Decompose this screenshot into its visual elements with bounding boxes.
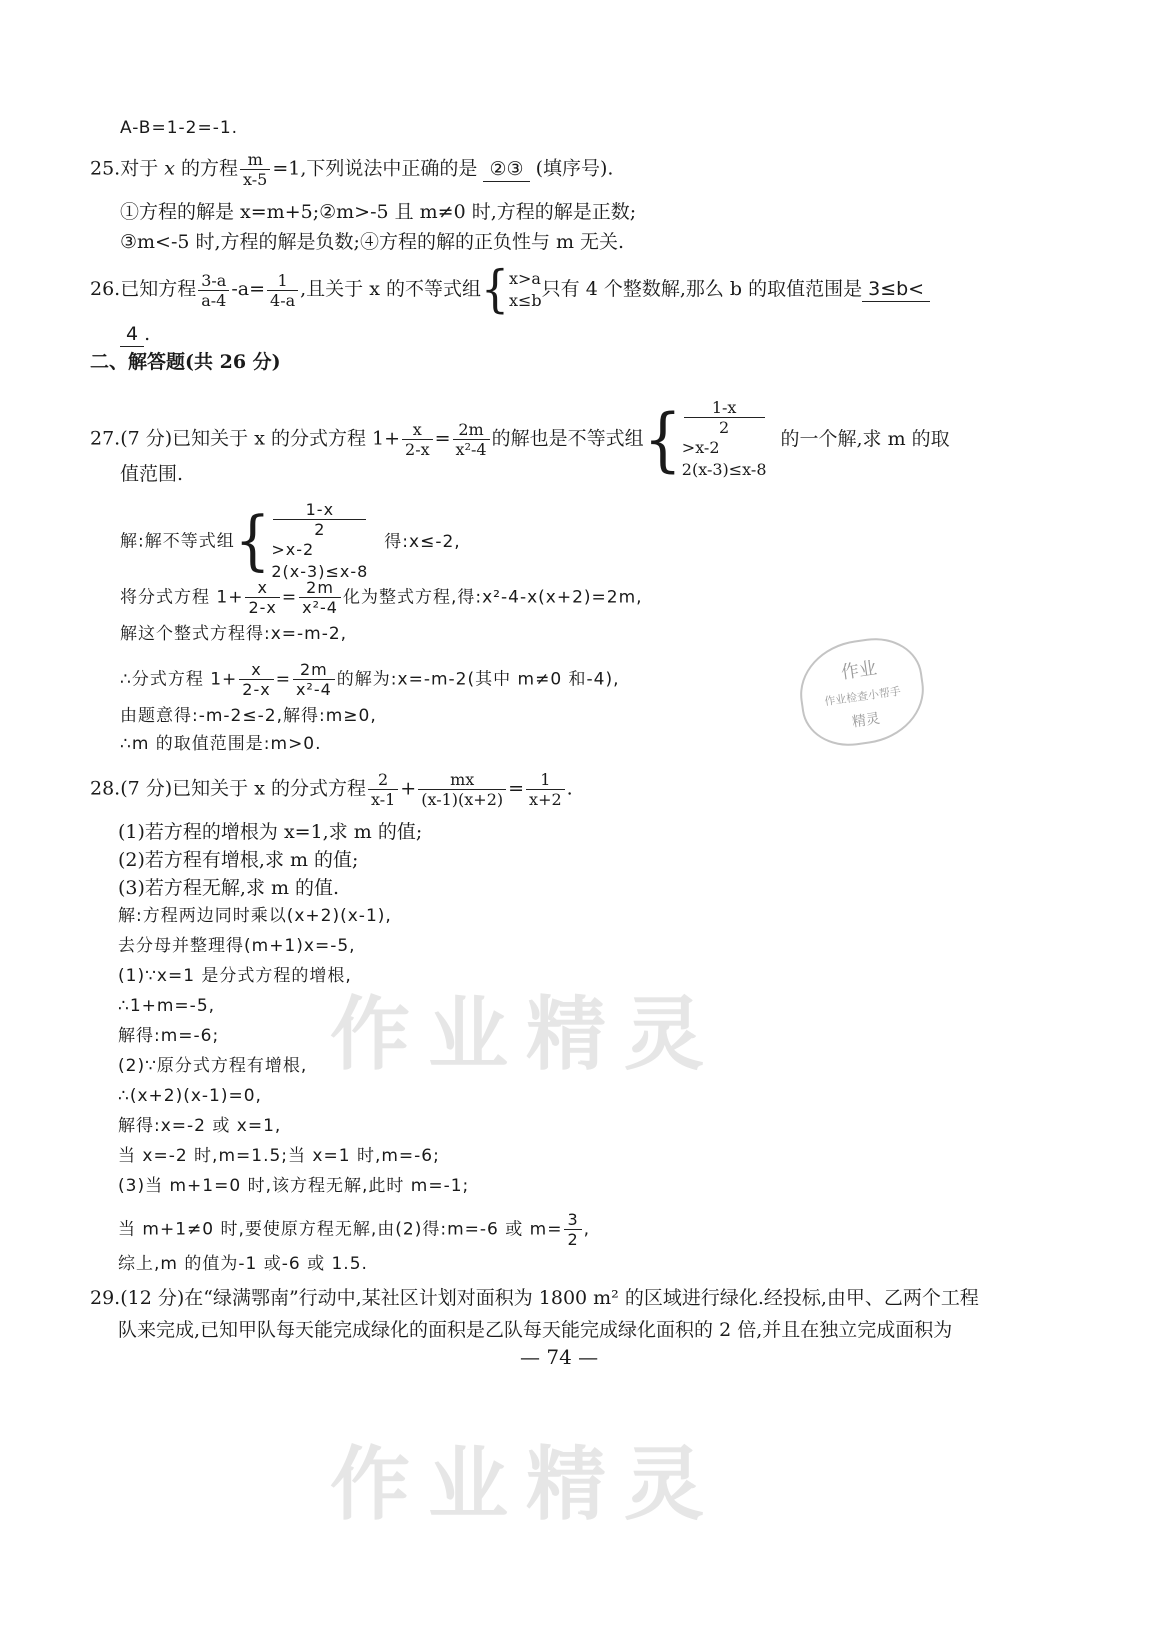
- text: ∴分式方程 1+: [120, 669, 238, 690]
- text: =: [281, 587, 298, 608]
- fraction: [245, 578, 279, 617]
- numerator: 3: [564, 1210, 581, 1230]
- answer-blank: ②③: [483, 157, 529, 182]
- fraction: [402, 420, 433, 459]
- question-29-line-1: 29.(12 分)在“绿满鄂南”行动中,某社区计划对面积为 1800 m² 的区域进行绿化.经投标,由甲、乙两个工程: [90, 1287, 979, 1309]
- text: 的解也是不等式组: [491, 427, 644, 450]
- text: 28.(7 分)已知关于 x 的分式方程: [90, 777, 366, 800]
- q26-answer-cont: 4 .: [120, 322, 150, 347]
- question-26: [90, 260, 930, 319]
- denominator: x²-4: [302, 598, 338, 617]
- fraction: [453, 420, 490, 459]
- text: >x-2: [271, 540, 315, 559]
- text: 26.已知方程: [90, 278, 197, 300]
- numerator: 2: [368, 770, 398, 790]
- question-27: [90, 398, 950, 481]
- answer-blank: 4: [120, 322, 144, 347]
- text: 的解为:x=-m-2(其中 m≠0 和-4),: [336, 669, 620, 690]
- text: 25.对于: [90, 157, 165, 180]
- fraction: [239, 660, 273, 699]
- q28-solution-10: (3)当 m+1=0 时,该方程无解,此时 m=-1;: [118, 1176, 470, 1196]
- q28-solution-8: 解得:x=-2 或 x=1,: [118, 1116, 282, 1136]
- numerator: mx: [418, 770, 506, 790]
- denominator: (x-1)(x+2): [421, 790, 504, 809]
- text: 化为整式方程,得:x²-4-x(x+2)=2m,: [342, 587, 643, 608]
- brace: {: [480, 260, 509, 319]
- text: ,且关于 x 的不等式组: [300, 278, 481, 300]
- inequality: x≤b: [508, 291, 542, 310]
- answer-blank: 3≤b<: [862, 277, 930, 302]
- stamp-text: 作业: [839, 657, 879, 684]
- denominator: 2-x: [405, 440, 430, 459]
- stamp-text: 精灵: [851, 710, 882, 731]
- fraction: [273, 500, 366, 539]
- numerator: 3-a: [198, 271, 229, 291]
- denominator: x-5: [243, 170, 268, 189]
- inequality: [682, 398, 767, 459]
- stamp-text: 作业检查小帮手: [823, 684, 902, 709]
- inequality: [271, 500, 368, 561]
- text: .: [566, 777, 573, 800]
- text: 将分式方程 1+: [120, 587, 244, 608]
- q28-solution-2: 去分母并整理得(m+1)x=-5,: [118, 936, 356, 956]
- inequality-system: [509, 268, 542, 312]
- text: 只有 4 个整数解,那么 b 的取值范围是: [541, 278, 863, 300]
- q28-solution-5: 解得:m=-6;: [118, 1026, 220, 1046]
- denominator: 2: [314, 520, 326, 539]
- line-prev-answer: A-B=1-2=-1.: [120, 118, 239, 138]
- fraction: [293, 660, 335, 699]
- inequality: x>a: [508, 269, 541, 288]
- denominator: x+2: [529, 790, 562, 809]
- numerator: x: [402, 420, 433, 440]
- q27-solution-1: [120, 500, 461, 583]
- brace: {: [643, 399, 682, 480]
- page-number: — 74 —: [520, 1345, 599, 1369]
- question-29-line-2: 队来完成,已知甲队每天能完成绿化的面积是乙队每天能完成绿化面积的 2 倍,并且在独立完成面积为: [118, 1319, 953, 1341]
- text: 27.(7 分)已知关于 x 的分式方程 1+: [90, 427, 401, 450]
- question-25: [90, 150, 613, 189]
- numerator: 2m: [453, 420, 490, 440]
- q28-solution-9: 当 x=-2 时,m=1.5;当 x=1 时,m=-6;: [118, 1146, 440, 1166]
- q28-solution-7: ∴(x+2)(x-1)=0,: [118, 1086, 262, 1106]
- fraction: [564, 1210, 581, 1249]
- text: -a=: [231, 278, 266, 300]
- denominator: 2-x: [248, 598, 277, 617]
- q28-part-1: (1)若方程的增根为 x=1,求 m 的值;: [118, 821, 423, 843]
- denominator: 2: [567, 1230, 579, 1249]
- q27-solution-4: [120, 660, 620, 699]
- q27-solution-2: [120, 578, 643, 617]
- numerator: x: [245, 578, 279, 598]
- denominator: a-4: [201, 290, 227, 310]
- fraction: [684, 398, 765, 437]
- inequality-system: [271, 500, 368, 583]
- text: 的一个解,求 m 的取: [780, 427, 950, 450]
- inequality-system: [682, 398, 767, 481]
- fraction: [267, 271, 298, 310]
- numerator: x: [239, 660, 273, 680]
- q28-solution-12: 综上,m 的值为-1 或-6 或 1.5.: [118, 1254, 368, 1274]
- q25-option-line-2: ③m<-5 时,方程的解是负数;④方程的解的正负性与 m 无关.: [120, 231, 625, 253]
- q28-solution-11: [118, 1210, 590, 1249]
- q28-part-2: (2)若方程有增根,求 m 的值;: [118, 849, 359, 871]
- numerator: 1: [267, 271, 298, 291]
- q27-line-2: 值范围.: [120, 463, 184, 485]
- text: ,: [583, 1219, 591, 1240]
- text: 解:解不等式组: [120, 531, 235, 552]
- denominator: 2: [719, 418, 730, 437]
- text: =: [275, 669, 291, 690]
- inequality: 2(x-3)≤x-8: [271, 562, 369, 581]
- q25-option-line-1: ①方程的解是 x=m+5;②m>-5 且 m≠0 时,方程的解是正数;: [120, 201, 637, 223]
- denominator: 2-x: [242, 680, 271, 699]
- denominator: x-1: [370, 790, 396, 809]
- fraction: [240, 150, 270, 189]
- text: (填序号).: [535, 157, 614, 180]
- fraction: [299, 578, 341, 617]
- q28-part-3: (3)若方程无解,求 m 的值.: [118, 877, 340, 899]
- text: +: [400, 777, 417, 800]
- q27-solution-5: 由题意得:-m-2≤-2,解得:m≥0,: [120, 706, 377, 726]
- numerator: m: [240, 150, 270, 170]
- q28-solution-1: 解:方程两边同时乘以(x+2)(x-1),: [118, 906, 392, 926]
- numerator: 1: [526, 770, 565, 790]
- numerator: 1-x: [273, 500, 366, 520]
- numerator: 1-x: [684, 398, 765, 418]
- fraction: [418, 770, 506, 809]
- fraction: [368, 770, 398, 809]
- watermark: 作业精灵: [330, 1438, 722, 1531]
- text: 得:x≤-2,: [384, 531, 461, 552]
- text: 当 m+1≠0 时,要使原方程无解,由(2)得:m=-6 或 m=: [118, 1219, 563, 1240]
- numerator: 2m: [293, 660, 335, 680]
- text: 的方程: [174, 157, 239, 180]
- text: =: [508, 777, 525, 800]
- watermark: 作业精灵: [330, 988, 722, 1081]
- stamp-logo: [793, 632, 930, 752]
- q27-solution-6: ∴m 的取值范围是:m>0.: [120, 734, 322, 754]
- text: =: [434, 427, 451, 450]
- q28-solution-4: ∴1+m=-5,: [118, 996, 216, 1016]
- q28-solution-6: (2)∵原分式方程有增根,: [118, 1056, 308, 1076]
- q28-solution-3: (1)∵x=1 是分式方程的增根,: [118, 966, 352, 986]
- fraction: [198, 271, 229, 310]
- denominator: x²-4: [295, 680, 332, 699]
- text: x: [164, 157, 175, 180]
- question-28: [90, 770, 573, 809]
- q27-solution-3: 解这个整式方程得:x=-m-2,: [120, 624, 348, 644]
- numerator: 2m: [299, 578, 341, 598]
- denominator: x²-4: [455, 440, 487, 459]
- text: >x-2: [681, 438, 720, 457]
- fraction: [526, 770, 565, 809]
- denominator: 4-a: [270, 290, 296, 310]
- section-heading: 二、解答题(共 26 分): [90, 351, 281, 373]
- inequality: 2(x-3)≤x-8: [681, 460, 767, 479]
- brace: {: [234, 503, 272, 579]
- text: =1,下列说法中正确的是: [272, 157, 478, 180]
